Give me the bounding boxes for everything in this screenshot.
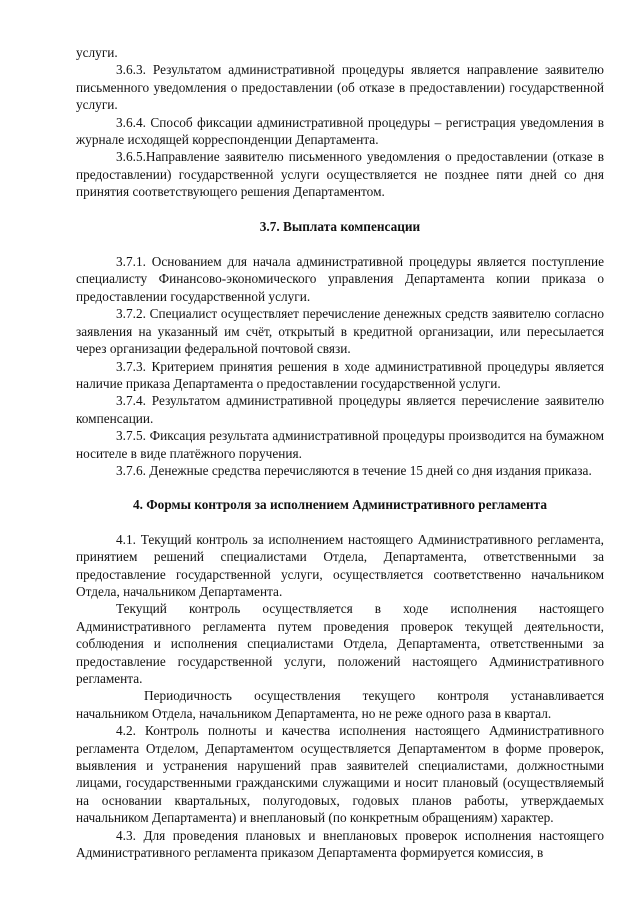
section-4-heading: 4. Формы контроля за исполнением Административного регламента [132, 497, 548, 513]
paragraph-4-1: 4.1. Текущий контроль за исполнением настоящего Административного регламента, принятием решений специалистами Отдела, Департамента, ответственными за предоставление государственной услуги, осуществляется соответственно начальником Отдела, начальником Департамента. [76, 531, 604, 599]
paragraph-current-control: Текущий контроль осуществляется в ходе исполнения настоящего Административного регламента путем проведения проверок текущей деятельности, соблюдения и исполнения специалистами Отдела, Департамента, ответственными за предоставление государственной услуги, положений настоящего Административного регламента. [76, 601, 604, 686]
paragraph-3-7-1: 3.7.1. Основанием для начала административной процедуры является поступление специалисту Финансово-экономического управления Департамента копии приказа о предоставлении государственной услуги. [76, 254, 604, 304]
paragraph-3-7-2: 3.7.2. Специалист осуществляет перечисление денежных средств заявителю согласно заявления на указанный им счёт, открытый в кредитной организации, или пересылается через организации федеральной почтовой связи. [76, 306, 604, 357]
document-page [76, 44, 604, 861]
paragraph-continuation: услуги. [76, 45, 118, 60]
paragraph-3-6-4: 3.6.4. Способ фиксации административной процедуры – регистрация уведомления в журнале исходящей корреспонденции Департамента. [76, 114, 604, 148]
section-3-7-heading: 3.7. Выплата компенсации [259, 218, 421, 234]
paragraph-4-3: 4.3. Для проведения плановых и внеплановых проверок исполнения настоящего Административного регламента приказом Департамента формируется комиссия, в [76, 827, 604, 861]
paragraph-4-2: 4.2. Контроль полноты и качества исполнения настоящего Административного регламента Отделом, Департаментом осуществляется Департаментом в форме проверок, выявления и устранения нарушений прав заявителей специалистами, должностными лицами, государственными гражданскими служащими и носит плановый (осуществляемый на основании квартальных, полугодовых, годовых планов работы, утверждаемых начальником Департамента) и внеплановый (по конкретным обращениям) характер. [76, 723, 604, 826]
paragraph-3-7-5: 3.7.5. Фиксация результата административной процедуры производится на бумажном носителе в виде платёжного поручения. [76, 428, 604, 461]
paragraph-3-7-3: 3.7.3. Критерием принятия решения в ходе административной процедуры является наличие приказа Департамента о предоставлении государственной услуги. [76, 358, 604, 391]
paragraph-3-6-5: 3.6.5.Направление заявителю письменного уведомления о предоставлении (отказе в предоставлении) государственной услуги осуществляется не позднее пяти дней со дня принятия соответствующего решения Департаментом. [76, 149, 604, 200]
paragraph-3-7-6: 3.7.6. Денежные средства перечисляются в течение 15 дней со дня издания приказа. [116, 462, 592, 478]
paragraph-3-7-4: 3.7.4. Результатом административной процедуры является перечисление заявителю компенсации. [76, 393, 604, 426]
paragraph-periodicity: Периодичность осуществления текущего контроля устанавливается начальником Отдела, начальником Департамента, но не реже одного раза в квартал. [76, 688, 604, 721]
paragraph-3-6-3: 3.6.3. Результатом административной процедуры является направление заявителю письменного уведомления о предоставлении (об отказе в предоставлении) государственной услуги. [76, 62, 604, 113]
